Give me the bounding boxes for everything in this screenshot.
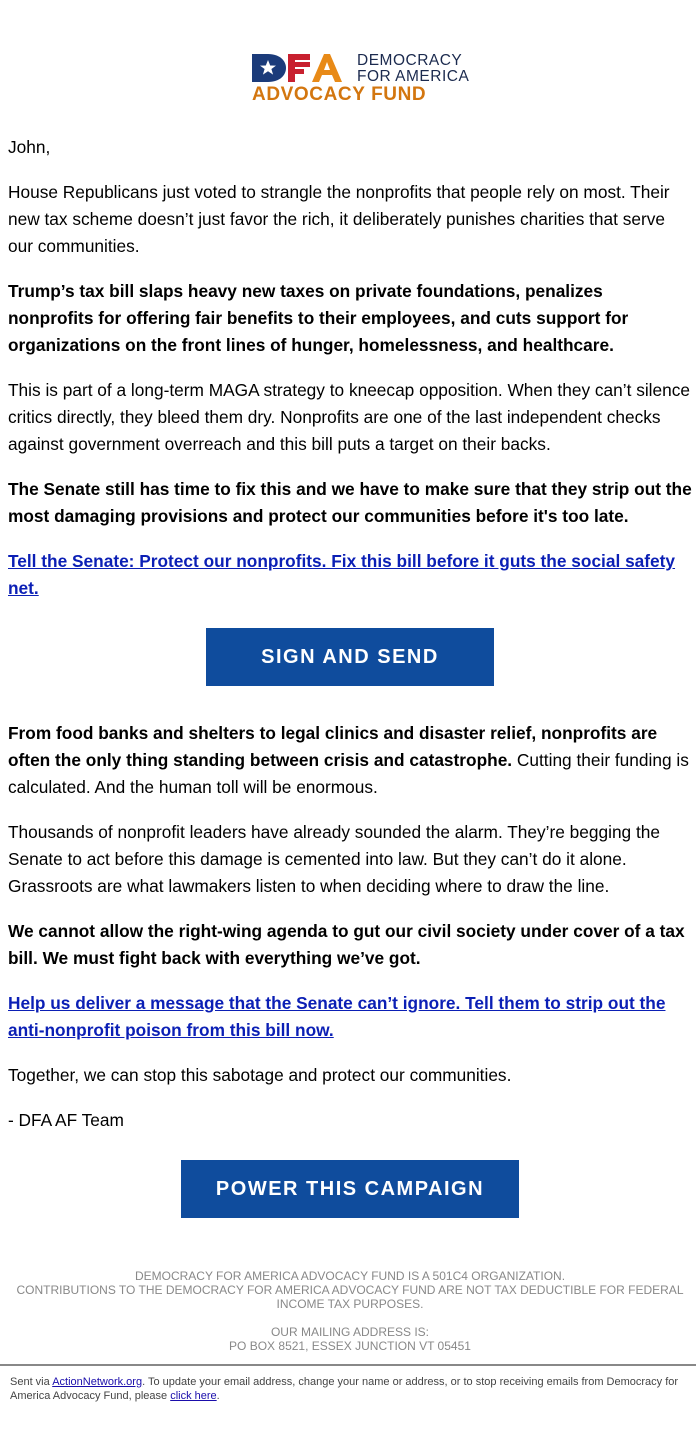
- power-button-row: [8, 1160, 692, 1218]
- paragraph-fight-back: We cannot allow the right-wing agenda to gut our civil society under cover of a tax bill. We must fight back with everything we’ve got.: [8, 921, 685, 968]
- update-email-text: . To update your email address, change your name or address, or to stop receiving emails from Democracy for America Advocacy Fund, please: [10, 1376, 679, 1402]
- paragraph-together: Together, we can stop this sabotage and protect our communities.: [8, 1065, 512, 1085]
- signoff: - DFA AF Team: [8, 1110, 124, 1130]
- sign-and-send-button[interactable]: SIGN AND SEND: [206, 628, 494, 686]
- footer-line-tax: CONTRIBUTIONS TO THE DEMOCRACY FOR AMERICA ADVOCACY FUND ARE NOT TAX DEDUCTIBLE FOR FEDERAL INCOME TAX PURPOSES.: [16, 1283, 684, 1311]
- sign-button-row: [8, 628, 692, 686]
- period-text: .: [216, 1390, 220, 1402]
- greeting: John,: [8, 137, 51, 157]
- paragraph-tax-bill: Trump’s tax bill slaps heavy new taxes on private foundations, penalizes nonprofits for offering fair benefits to their employees, and cuts support for organizations on the front lines of hunger, homelessness, and healthcare.: [8, 281, 629, 355]
- footer-divider: [0, 1364, 696, 1366]
- deliver-message-link[interactable]: Help us deliver a message that the Senate can’t ignore. Tell them to strip out the anti-nonprofit poison from this bill now.: [8, 993, 666, 1040]
- actionnetwork-link[interactable]: ActionNetwork.org: [52, 1376, 143, 1388]
- unsubscribe-notice: [10, 1375, 690, 1403]
- footer-address-block: [0, 1325, 700, 1353]
- email-content: [8, 134, 692, 1236]
- dfa-logo[interactable]: [250, 50, 470, 106]
- footer-address-label: OUR MAILING ADDRESS IS:: [270, 1325, 430, 1339]
- food-banks-bold: From food banks and shelters to legal clinics and disaster relief, nonprofits are often the only thing standing between crisis and catastrophe.: [8, 723, 658, 770]
- paragraph-link1: [8, 548, 692, 602]
- footer-line-501c4: DEMOCRACY FOR AMERICA ADVOCACY FUND IS A 501C4 ORGANIZATION.: [134, 1269, 566, 1283]
- logo-text-for-america: FOR AMERICA: [357, 68, 470, 85]
- tell-senate-link[interactable]: Tell the Senate: Protect our nonprofits. Fix this bill before it guts the social safety net.: [8, 551, 676, 598]
- paragraph-intro: House Republicans just voted to strangle the nonprofits that people rely on most. Their new tax scheme doesn’t just favor the rich, it deliberately punishes charities that serve our communities.: [8, 182, 670, 256]
- click-here-link[interactable]: click here: [170, 1390, 217, 1402]
- footer-address: PO BOX 8521, ESSEX JUNCTION VT 05451: [229, 1339, 471, 1353]
- logo-text-democracy: DEMOCRACY: [357, 52, 463, 69]
- power-this-campaign-button[interactable]: POWER THIS CAMPAIGN: [181, 1160, 519, 1218]
- paragraph-food-banks: [8, 720, 692, 801]
- footer: [0, 1269, 700, 1367]
- sent-via-text: Sent via: [10, 1376, 53, 1388]
- logo-text-advocacy-fund: ADVOCACY FUND: [252, 84, 427, 105]
- dfa-flag-logo-icon: [250, 52, 354, 84]
- paragraph-leaders: Thousands of nonprofit leaders have already sounded the alarm. They’re begging the Senate to act before this damage is cemented into law. But they can’t do it alone. Grassroots are what lawmakers listen to when deciding where to draw the line.: [8, 822, 660, 896]
- paragraph-senate: The Senate still has time to fix this and we have to make sure that they strip out the most damaging provisions and protect our communities before it's too late.: [8, 479, 692, 526]
- footer-disclaimer: [0, 1269, 700, 1311]
- food-banks-rest: Cutting their funding is calculated. And the human toll will be enormous.: [8, 750, 689, 797]
- paragraph-maga-strategy: This is part of a long-term MAGA strategy to kneecap opposition. When they can’t silence critics directly, they bleed them dry. Nonprofits are one of the last independent checks against government overreach and this bill puts a target on their backs.: [8, 380, 690, 454]
- paragraph-link2: [8, 990, 692, 1044]
